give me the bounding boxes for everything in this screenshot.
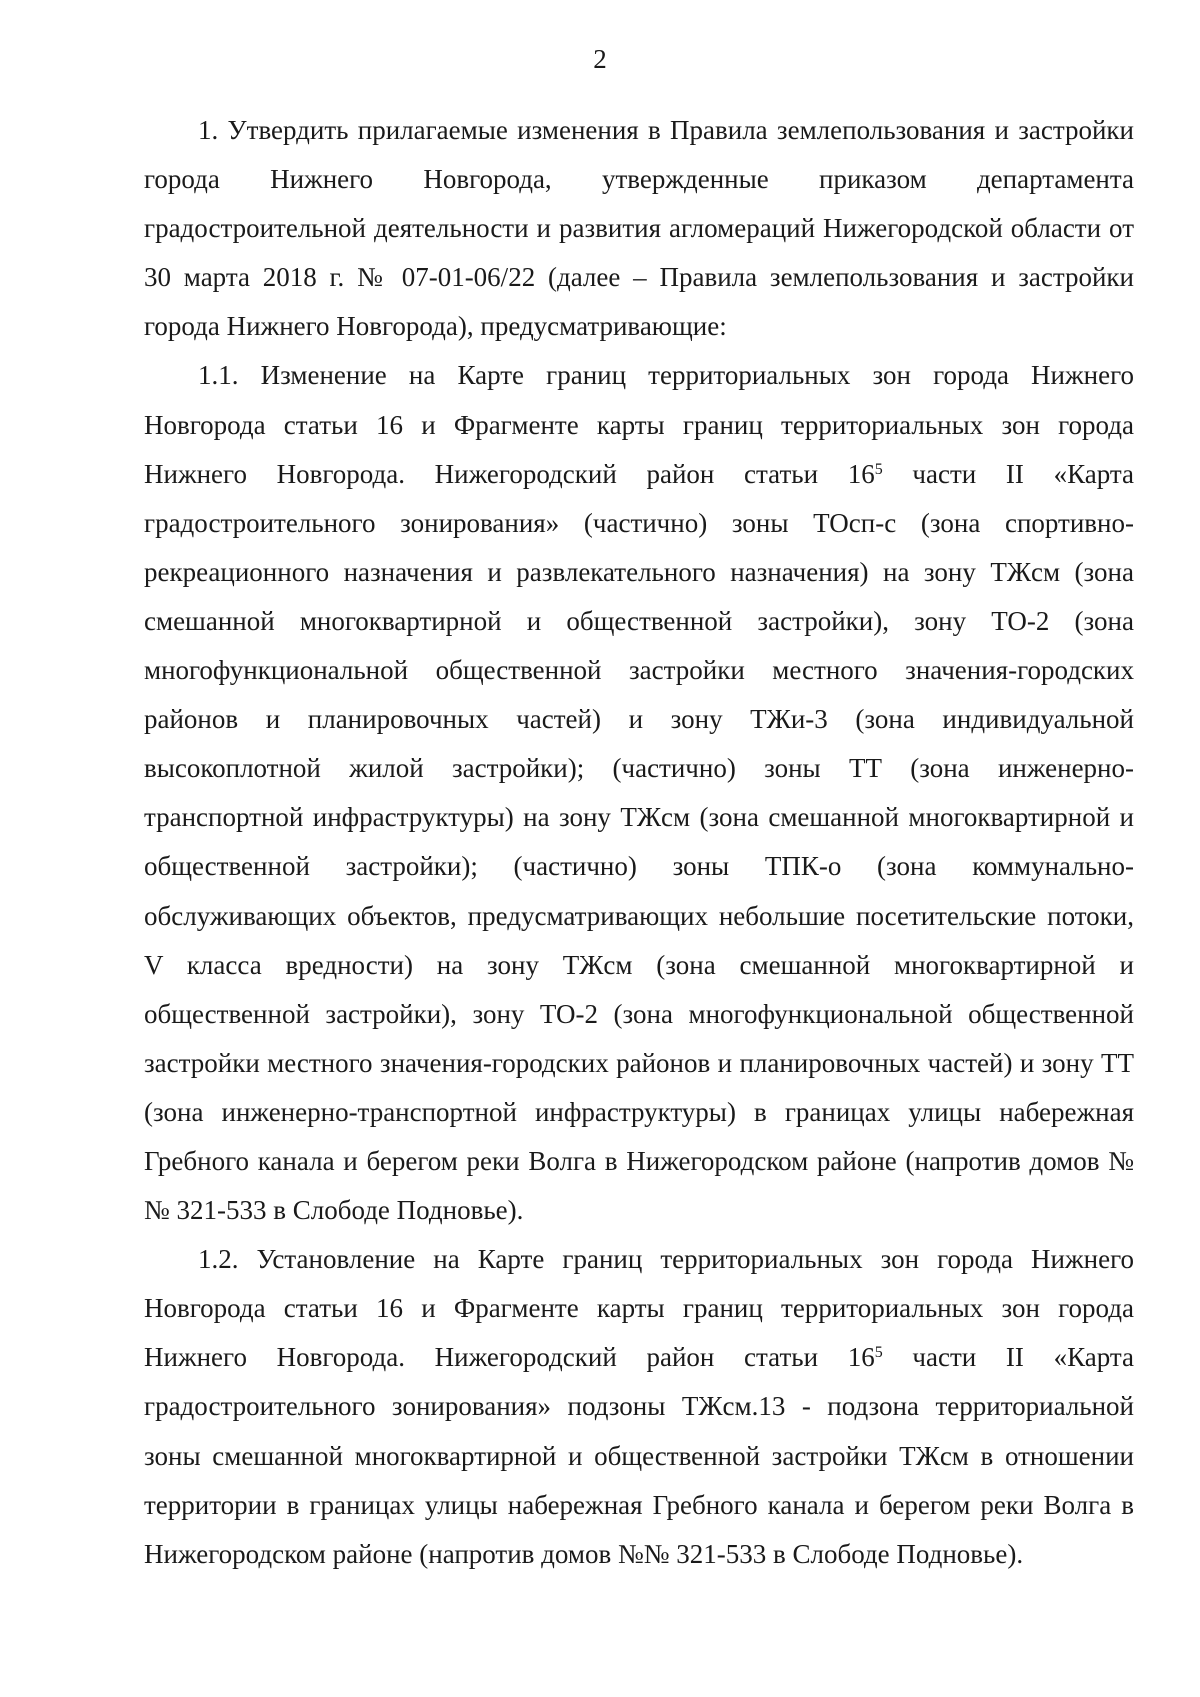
paragraph-1-2-text-end: части II «Карта градостроительного зонирования» подзоны ТЖсм.13 - подзона территориальной зоны смешанной многоквартирной и общественной застройки ТЖсм в отношении территории в границах улицы набережная Гребного канала и берегом реки Волга в Нижегородском районе (напротив домов №№ 321-533 в Слободе Подновье). bbox=[144, 1342, 1135, 1569]
superscript-5: 5 bbox=[874, 1344, 883, 1362]
paragraph-1-1-text-start: 1.1. Изменение на Карте границ территориальных зон города Нижнего Новгорода статьи 16 и Фрагменте карты границ территориальных зон города Нижнего Новгорода. Нижегородский район статьи 16 bbox=[144, 360, 1134, 489]
paragraph-1-2-text-start: 1.2. Установление на Карте границ территориальных зон города Нижнего Новгорода статьи 16 и Фрагменте карты границ территориальных зон города Нижнего Новгорода. Нижегородский район статьи 16 bbox=[144, 1244, 1134, 1373]
paragraph-1: 1. Утвердить прилагаемые изменения в Правила землепользования и застройки города Нижнего Новгорода, утвержденные приказом департамента градостроительной деятельности и развития агломераций Нижегородской области от 30 марта 2018 г. № 07-01-06/22 (далее – Правила землепользования и застройки города Нижнего Новгорода), предусматривающие: bbox=[144, 115, 1134, 342]
paragraph-1-1-text-end: части II «Карта градостроительного зонирования» (частично) зоны ТОсп-с (зона спортивно-рекреационного назначения и развлекательного назначения) на зону ТЖсм (зона смешанной многоквартирной и общественной застройки), зону ТО-2 (зона многофункциональной общественной застройки местного значения-городских районов и планировочных частей) и зону ТЖи-3 (зона индивидуальной высокоплотной жилой застройки); (частично) зоны ТТ (зона инженерно-транспортной инфраструктуры) на зону ТЖсм (зона смешанной многоквартирной и общественной застройки); (частично) зоны ТПК-о (зона коммунально-обслуживающих объектов, предусматривающих небольшие посетительские потоки, V класса вредности) на зону ТЖсм (зона смешанной многоквартирной и общественной застройки), зону ТО-2 (зона многофункциональной общественной застройки местного значения-городских районов и планировочных частей) и зону ТТ (зона инженерно-транспортной инфраструктуры) в границах улицы набережная Гребного канала и берегом реки Волга в Нижегородском районе (напротив домов №№ 321-533 в Слободе Подновье). bbox=[144, 458, 1135, 1226]
paragraph-1-1 bbox=[144, 351, 1134, 1235]
superscript-5: 5 bbox=[874, 460, 883, 478]
document-body bbox=[144, 106, 1134, 1579]
paragraph-1-2 bbox=[144, 1235, 1134, 1579]
page-number: 2 bbox=[593, 44, 607, 74]
